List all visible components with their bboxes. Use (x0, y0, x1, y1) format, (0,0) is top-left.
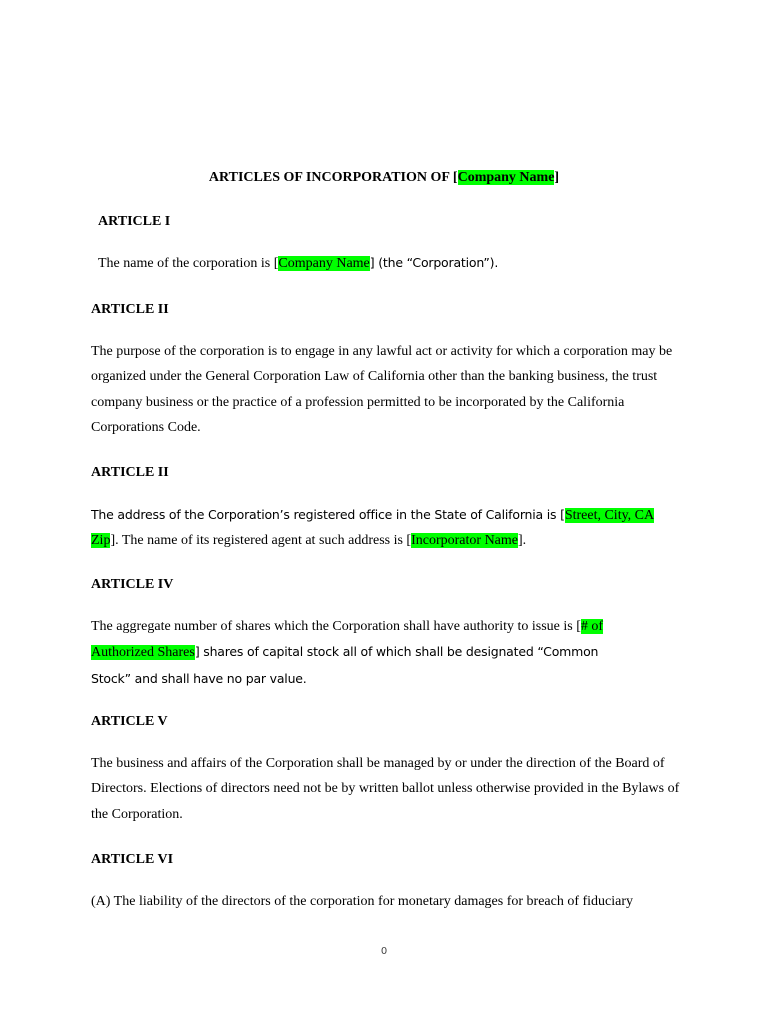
article-1-text: The name of the corporation is [Company Name] (the “Corporation”). (98, 255, 499, 271)
article-2-heading: ARTICLE II (91, 302, 169, 317)
article-2-text: The purpose of the corporation is to engage in any lawful act or activity for which a corporation may be organized under the General Corporation Law of California other than the banking business, the trust company business or the practice of a profession permitted to be incorporated by the California Corporations Code. (91, 344, 673, 435)
document-title: ARTICLES OF INCORPORATION OF [Company Name] (208, 170, 560, 185)
company-name-placeholder: Company Name (278, 256, 370, 271)
incorporator-name-placeholder: Incorporator Name (411, 533, 519, 549)
article-6-text: (A) The liability of the directors of the corporation for monetary damages for breach of fiduciary (91, 894, 634, 909)
article-6-heading: ARTICLE VI (91, 852, 174, 867)
company-name-placeholder: Company Name (457, 170, 555, 185)
page-number: 0 (380, 946, 388, 957)
article-3-text: The address of the Corporation’s registered office in the State of California is [Street, City, CA Zip]. The name of its registered agent at such address is [Incorporator Name]. (91, 507, 655, 549)
article-4-text: The aggregate number of shares which the Corporation shall have authority to issue is [# of Authorized Shares] shares of capital stock all of which shall be designated “Common Stock” and shall have no par value. (91, 619, 604, 686)
article-1-heading: ARTICLE I (98, 214, 171, 229)
authorized-shares-placeholder: # of Authorized Shares (91, 619, 604, 661)
article-3-heading: ARTICLE II (91, 465, 169, 480)
address-placeholder: Street, City, CA Zip (91, 508, 655, 549)
article-5-text: The business and affairs of the Corporation shall be managed by or under the direction of the Board of Directors. Elections of directors need not be by written ballot unless otherwise provided in the Bylaws of the Corporation. (91, 756, 680, 822)
article-5-heading: ARTICLE V (91, 714, 168, 729)
article-4-heading: ARTICLE IV (91, 577, 174, 592)
